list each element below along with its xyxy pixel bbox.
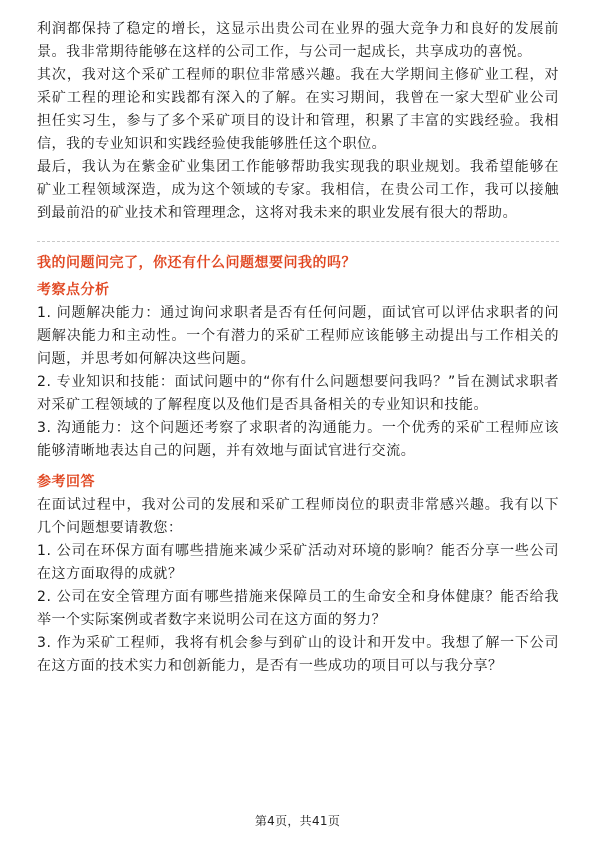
section-divider <box>37 241 559 242</box>
analysis-item-2: 2. 专业知识和技能：面试问题中的“你有什么问题想要问我吗？”旨在测试求职者对采矿工程领域的了解程度以及他们是否具备相关的专业知识和技能。 <box>37 374 559 413</box>
answer-item-3: 3. 作为采矿工程师，我将有机会参与到矿山的设计和开发中。我想了解一下公司在这方面的技术实力和创新能力，是否有一些成功的项目可以与我分享？ <box>37 635 559 674</box>
intro-paragraph-1: 利润都保持了稳定的增长，这显示出贵公司在业界的强大竞争力和良好的发展前景。我非常期待能够在这样的公司工作，与公司一起成长，共享成功的喜悦。 <box>37 21 559 60</box>
page-content <box>37 18 559 678</box>
analysis-item-1: 1. 问题解决能力：通过询问求职者是否有任何问题，面试官可以评估求职者的问题解决能力和主动性。一个有潜力的采矿工程师应该能够主动提出与工作相关的问题，并思考如何解决这些问题。 <box>37 305 559 367</box>
answer-item-1: 1. 公司在环保方面有哪些措施来减少采矿活动对环境的影响？能否分享一些公司在这方面取得的成就？ <box>37 543 559 582</box>
answer-heading: 参考回答 <box>37 474 95 490</box>
analysis-item-3: 3. 沟通能力：这个问题还考察了求职者的沟通能力。一个优秀的采矿工程师应该能够清晰地表达自己的问题，并有效地与面试官进行交流。 <box>37 420 559 459</box>
answer-intro: 在面试过程中，我对公司的发展和采矿工程师岗位的职责非常感兴趣。我有以下几个问题想要请教您： <box>37 497 559 536</box>
question-title: 我的问题问完了，你还有什么问题想要问我的吗？ <box>37 255 356 271</box>
intro-paragraph-2: 其次，我对这个采矿工程师的职位非常感兴趣。我在大学期间主修矿业工程，对采矿工程的理论和实践都有深入的了解。在实习期间，我曾在一家大型矿业公司担任实习生，参与了多个采矿项目的设计和管理，积累了丰富的实践经验。我相信，我的专业知识和实践经验使我能够胜任这个职位。 <box>37 67 559 152</box>
answer-item-2: 2. 公司在安全管理方面有哪些措施来保障员工的生命安全和身体健康？能否给我举一个实际案例或者数字来说明公司在这方面的努力？ <box>37 589 559 628</box>
page-number: 第4页，共41页 <box>254 814 341 828</box>
analysis-heading: 考察点分析 <box>37 282 110 298</box>
intro-paragraph-3: 最后，我认为在紫金矿业集团工作能够帮助我实现我的职业规划。我希望能够在矿业工程领域深造，成为这个领域的专家。我相信，在贵公司工作，我可以接触到最前沿的矿业技术和管理理念，这将对我未来的职业发展有很大的帮助。 <box>37 159 559 221</box>
